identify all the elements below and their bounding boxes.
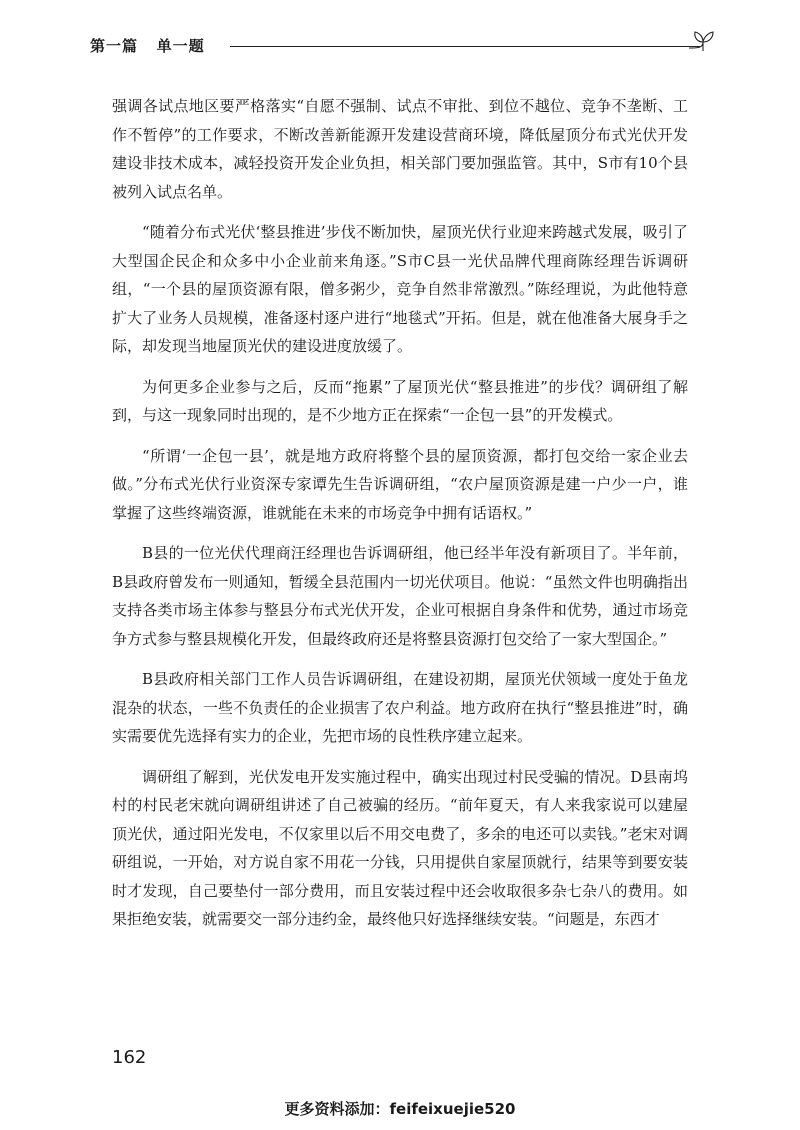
paragraph-5: B县的一位光伏代理商汪经理也告诉调研组，他已经半年没有新项目了。半年前，B县政府曾发布一则通知，暂缓全县范围内一切光伏项目。他说：“虽然文件也明确指出支持各类市场主体参与整县分布式光伏开发，企业可根据自身条件和优势，通过市场竞争方式参与整县规模化开发，但最终政府还是将整县资源打包交给了一家大型国企。”	[112, 544, 688, 648]
footer-note: 更多资料添加：feifeixuejie520	[284, 1100, 516, 1118]
header-title: 第一篇 单一题	[90, 37, 205, 55]
running-header	[90, 33, 720, 61]
page-number: 162	[112, 1047, 147, 1068]
paragraph-6: B县政府相关部门工作人员告诉调研组，在建设初期，屋顶光伏领域一度处于鱼龙混杂的状态，一些不负责任的企业损害了农户利益。地方政府在执行“整县推进”时，确实需要优先选择有实力的企业，先把市场的良性秩序建立起来。	[112, 670, 688, 745]
paragraph-1: 强调各试点地区要严格落实“自愿不强制、试点不审批、到位不越位、竞争不垄断、工作不暂停”的工作要求，不断改善新能源开发建设营商环境，降低屋顶分布式光伏开发建设非技术成本，减轻投资开发企业负担，相关部门要加强监管。其中，S市有10个县被列入试点名单。	[112, 97, 688, 201]
paragraph-3: 为何更多企业参与之后，反而“拖累”了屋顶光伏“整县推进”的步伐？调研组了解到，与这一现象同时出现的，是不少地方正在探索“一企包一县”的开发模式。	[112, 377, 688, 424]
article-body	[112, 92, 688, 946]
paragraph-2: “随着分布式光伏‘整县推进’步伐不断加快，屋顶光伏行业迎来跨越式发展，吸引了大型国企民企和众多中小企业前来角逐。”S市C县一光伏品牌代理商陈经理告诉调研组，“一个县的屋顶资源有限，僧多粥少，竞争自然非常激烈。”陈经理说，为此他特意扩大了业务人员规模，准备逐村逐户进行“地毯式”开拓。但是，就在他准备大展身手之际，却发现当地屋顶光伏的建设进度放缓了。	[112, 223, 688, 355]
paragraph-4: “所谓‘一企包一县’，就是地方政府将整个县的屋顶资源，都打包交给一家企业去做。”分布式光伏行业资深专家谭先生告诉调研组，“农户屋顶资源是建一户少一户，谁掌握了这些终端资源，谁就能在未来的市场竞争中拥有话语权。”	[112, 446, 688, 522]
header-rule	[230, 46, 700, 47]
paragraph-7: 调研组了解到，光伏发电开发实施过程中，确实出现过村民受骗的情况。D县南坞村的村民老宋就向调研组讲述了自己被骗的经历。“前年夏天，有人来我家说可以建屋顶光伏，通过阳光发电，不仅家里以后不用交电费了，多余的电还可以卖钱。”老宋对调研组说，一开始，对方说自家不用花一分钱，只用提供自家屋顶就行，结果等到要安装时才发现，自己要垫付一部分费用，而且安装过程中还会收取很多杂七杂八的费用。如果拒绝安装，就需要交一部分违约金，最终他只好选择继续安装。“问题是，东西才	[112, 767, 688, 928]
sprout-icon	[686, 27, 720, 57]
